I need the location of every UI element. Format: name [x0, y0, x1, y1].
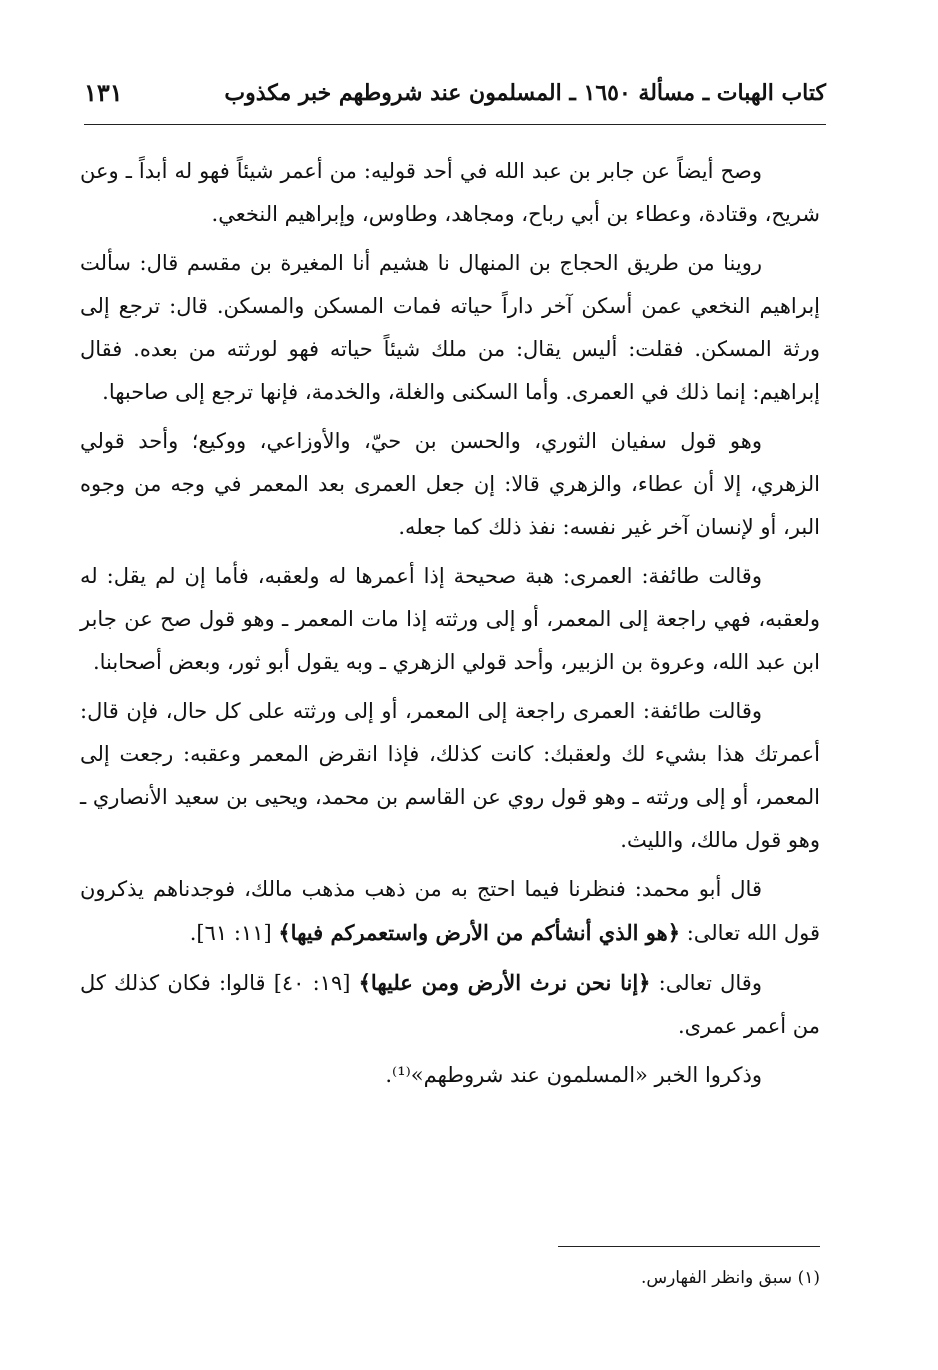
paragraph-5 — [80, 690, 820, 862]
paragraph-6 — [80, 868, 820, 955]
running-header — [84, 78, 826, 118]
paragraph-text: وهو قول سفيان الثوري، والحسن بن حيّ، والأوزاعي، ووكيع؛ وأحد قولي الزهري، إلا أن عطاء، والزهري قالا: إن جعل العمرى بعد المعمر في وجه من وجوه البر، أو لإنسان آخر غير نفسه: نفذ ذلك كما جعله. — [80, 429, 820, 539]
main-text — [80, 150, 820, 1103]
verse-reference: [١٩: ٤٠] قالوا: فكان كذلك كل من أعمر عمرى. — [80, 971, 820, 1038]
footnote-divider — [558, 1246, 820, 1247]
paragraph-7 — [80, 961, 820, 1048]
paragraph-text: وصح أيضاً عن جابر بن عبد الله في أحد قوليه: من أعمر شيئاً فهو له أبداً ـ وعن شريح، وقتادة، وعطاء بن أبي رباح، ومجاهد، وطاوس، وإبراهيم النخعي. — [80, 159, 820, 226]
page-number: ١٣١ — [84, 78, 123, 107]
running-header-title: كتاب الهبات ـ مسألة ١٦٥٠ ـ المسلمون عند شروطهم خبر مكذوب — [224, 80, 826, 106]
verse-reference: [١١: ٦١]. — [189, 921, 279, 945]
paragraph-text-before: قال أبو محمد: فنظرنا فيما احتج به من ذهب مذهب مالك، فوجدناهم يذكرون قول الله تعالى: — [80, 877, 820, 945]
paragraph-text: وقالت طائفة: العمرى راجعة إلى المعمر، أو إلى ورثته على كل حال، فإن قال: أعمرتك هذا بشيء لك ولعقبك: كانت كذلك، فإذا انقرض المعمر وعقبه: رجعت إلى المعمر، أو إلى ورثته ـ وهو قول روي عن القاسم بن محمد، ويحيى بن سعيد الأنصاري ـ وهو قول مالك، والليث. — [80, 699, 820, 852]
paragraph-text: وقالت طائفة: العمرى: هبة صحيحة إذا أعمرها له ولعقبه، فأما إن لم يقل: له ولعقبه، فهي راجعة إلى المعمر، أو إلى ورثته إذا مات المعمر ـ وهو قول صح عن جابر ابن عبد الله، وعروة بن الزبير، وأحد قولي الزهري ـ وبه يقول أبو ثور، وبعض أصحابنا. — [80, 564, 820, 674]
paragraph-2 — [80, 242, 820, 414]
footnote — [320, 1264, 820, 1292]
paragraph-8 — [80, 1054, 820, 1097]
paragraph-3 — [80, 420, 820, 549]
paragraph-text: وذكروا الخبر «المسلمون عند شروطهم»⁽¹⁾. — [385, 1063, 762, 1087]
paragraph-text: روينا من طريق الحجاج بن المنهال نا هشيم أنا المغيرة بن مقسم قال: سألت إبراهيم النخعي عمن أسكن آخر داراً حياته فمات المسكن والمسكن. قال: ترجع إلى ورثة المسكن. فقلت: أليس يقال: من ملك شيئاً حياته فهو لورثته من بعده. فقال إبراهيم: إنما ذلك في العمرى. وأما السكنى والغلة، والخدمة، فإنها ترجع إلى صاحبها. — [80, 251, 820, 404]
header-divider — [84, 124, 826, 125]
quran-verse: ﴿هو الذي أنشأكم من الأرض واستعمركم فيها﴾ — [278, 920, 681, 945]
quran-verse: ﴿إنا نحن نرث الأرض ومن عليها﴾ — [358, 970, 651, 995]
paragraph-4 — [80, 555, 820, 684]
footnote-text: (١) سبق وانظر الفهارس. — [640, 1268, 820, 1288]
paragraph-1 — [80, 150, 820, 236]
paragraph-text-before: وقال تعالى: — [650, 971, 762, 995]
